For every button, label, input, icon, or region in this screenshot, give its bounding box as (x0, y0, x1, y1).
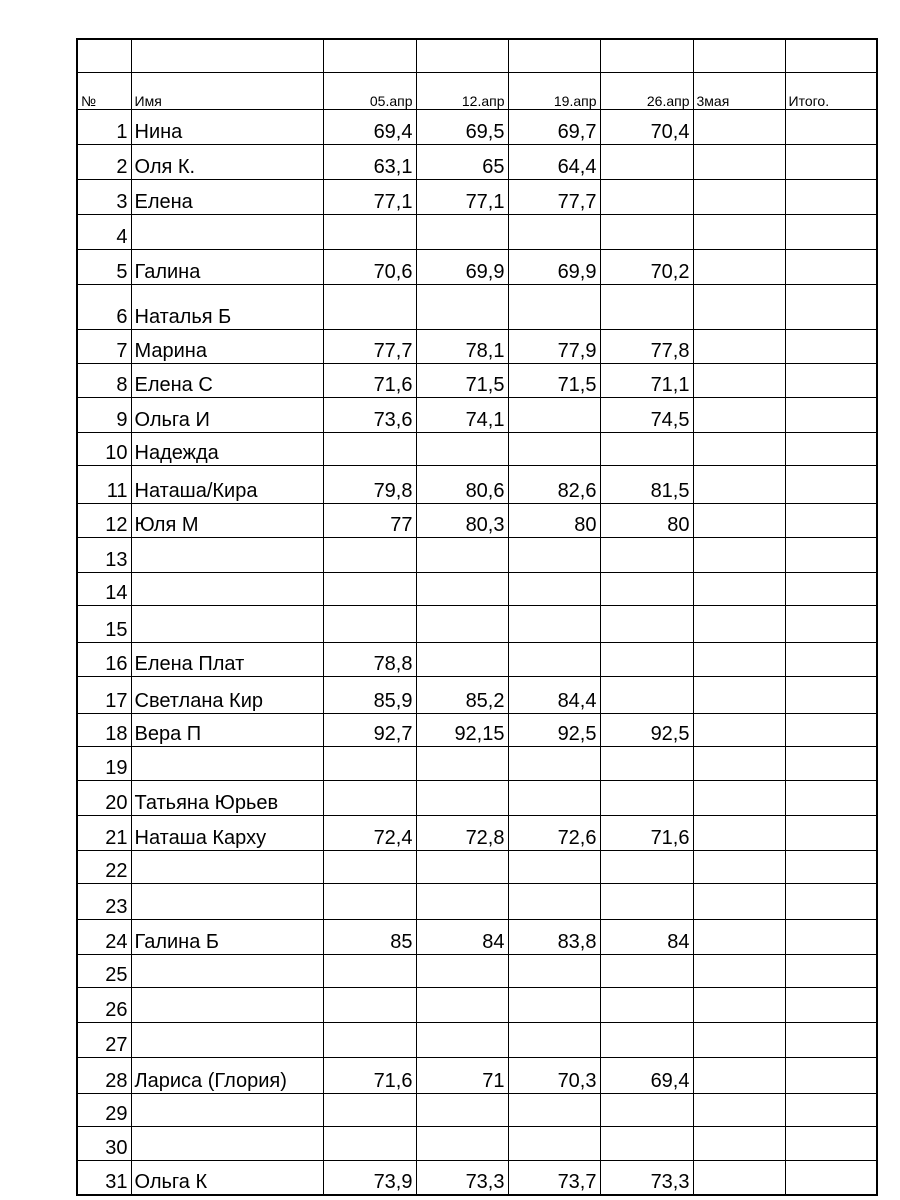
row-number-cell[interactable]: 26 (77, 987, 131, 1022)
row-number-cell[interactable]: 3 (77, 179, 131, 214)
table-row (77, 1057, 877, 1093)
total-cell[interactable] (785, 363, 877, 397)
name-cell[interactable]: Юля М (131, 503, 323, 537)
value-cell-apr-26[interactable]: 80 (600, 503, 693, 537)
row-number-cell[interactable]: 11 (77, 465, 131, 503)
row-number-cell[interactable]: 22 (77, 850, 131, 883)
name-cell[interactable]: Нина (131, 109, 323, 144)
name-cell[interactable] (131, 987, 323, 1022)
table-row (77, 109, 877, 144)
value-cell-apr-26[interactable] (600, 746, 693, 780)
value-cell-may-3[interactable] (693, 780, 785, 815)
value-cell-may-3[interactable] (693, 329, 785, 363)
table-row (77, 883, 877, 919)
total-cell[interactable] (785, 284, 877, 329)
table-row (77, 676, 877, 713)
row-number-cell[interactable]: 13 (77, 537, 131, 572)
total-cell[interactable] (785, 1022, 877, 1057)
value-cell-apr-12[interactable] (416, 572, 508, 605)
total-cell[interactable] (785, 919, 877, 954)
value-cell-apr-12[interactable]: 80,6 (416, 465, 508, 503)
table-row (77, 284, 877, 329)
header-total[interactable]: Итого. (785, 72, 877, 109)
value-cell-may-3[interactable] (693, 284, 785, 329)
value-cell-apr-26[interactable]: 73,3 (600, 1160, 693, 1195)
name-cell[interactable] (131, 954, 323, 987)
value-cell-apr-05[interactable]: 63,1 (323, 144, 416, 179)
value-cell-apr-26[interactable] (600, 1022, 693, 1057)
total-cell[interactable] (785, 249, 877, 284)
value-cell-apr-26[interactable] (600, 1093, 693, 1126)
value-cell-apr-19[interactable]: 73,7 (508, 1160, 600, 1195)
name-cell[interactable] (131, 850, 323, 883)
value-cell-apr-26[interactable] (600, 179, 693, 214)
value-cell-apr-26[interactable] (600, 572, 693, 605)
value-cell-apr-26[interactable]: 81,5 (600, 465, 693, 503)
value-cell-apr-19[interactable]: 71,5 (508, 363, 600, 397)
value-cell-apr-19[interactable]: 80 (508, 503, 600, 537)
name-cell[interactable]: Лариса (Глория) (131, 1057, 323, 1093)
value-cell-apr-05[interactable] (323, 572, 416, 605)
total-cell[interactable] (785, 109, 877, 144)
total-cell[interactable] (785, 883, 877, 919)
header-name[interactable]: Имя (131, 72, 323, 109)
value-cell-may-3[interactable] (693, 954, 785, 987)
value-cell-apr-05[interactable]: 78,8 (323, 642, 416, 676)
value-cell-apr-19[interactable]: 70,3 (508, 1057, 600, 1093)
table-body (77, 109, 877, 1195)
value-cell-apr-19[interactable] (508, 214, 600, 249)
weight-tracking-table (76, 38, 878, 1196)
value-cell-apr-19[interactable] (508, 642, 600, 676)
value-cell-apr-19[interactable]: 77,7 (508, 179, 600, 214)
value-cell-apr-26[interactable]: 71,6 (600, 815, 693, 850)
value-cell-apr-05[interactable] (323, 1126, 416, 1160)
value-cell-apr-26[interactable]: 77,8 (600, 329, 693, 363)
total-cell[interactable] (785, 676, 877, 713)
value-cell-apr-12[interactable] (416, 642, 508, 676)
table-row (77, 397, 877, 432)
value-cell-apr-19[interactable] (508, 883, 600, 919)
name-cell[interactable]: Наташа Карху (131, 815, 323, 850)
empty-cell[interactable] (785, 39, 877, 72)
header-may-3[interactable]: 3мая (693, 72, 785, 109)
value-cell-may-3[interactable] (693, 883, 785, 919)
name-cell[interactable]: Марина (131, 329, 323, 363)
value-cell-apr-12[interactable]: 74,1 (416, 397, 508, 432)
name-cell[interactable]: Оля К. (131, 144, 323, 179)
total-cell[interactable] (785, 572, 877, 605)
total-cell[interactable] (785, 144, 877, 179)
table-row (77, 503, 877, 537)
total-cell[interactable] (785, 503, 877, 537)
value-cell-may-3[interactable] (693, 1057, 785, 1093)
value-cell-apr-12[interactable]: 71,5 (416, 363, 508, 397)
value-cell-apr-05[interactable]: 85 (323, 919, 416, 954)
name-cell[interactable]: Елена Плат (131, 642, 323, 676)
value-cell-apr-26[interactable]: 69,4 (600, 1057, 693, 1093)
value-cell-apr-12[interactable] (416, 537, 508, 572)
value-cell-apr-12[interactable] (416, 954, 508, 987)
value-cell-apr-19[interactable] (508, 1022, 600, 1057)
value-cell-apr-05[interactable]: 73,6 (323, 397, 416, 432)
table-row (77, 605, 877, 642)
value-cell-apr-12[interactable] (416, 284, 508, 329)
value-cell-may-3[interactable] (693, 815, 785, 850)
total-cell[interactable] (785, 179, 877, 214)
row-number-cell[interactable]: 21 (77, 815, 131, 850)
row-number-cell[interactable]: 28 (77, 1057, 131, 1093)
name-cell[interactable]: Ольга К (131, 1160, 323, 1195)
total-cell[interactable] (785, 850, 877, 883)
name-cell[interactable]: Галина Б (131, 919, 323, 954)
value-cell-apr-19[interactable]: 82,6 (508, 465, 600, 503)
value-cell-apr-05[interactable]: 79,8 (323, 465, 416, 503)
name-cell[interactable]: Светлана Кир (131, 676, 323, 713)
value-cell-apr-26[interactable] (600, 605, 693, 642)
value-cell-may-3[interactable] (693, 363, 785, 397)
value-cell-may-3[interactable] (693, 1022, 785, 1057)
value-cell-apr-19[interactable]: 64,4 (508, 144, 600, 179)
total-cell[interactable] (785, 432, 877, 465)
value-cell-apr-05[interactable]: 70,6 (323, 249, 416, 284)
value-cell-apr-05[interactable] (323, 883, 416, 919)
table-row (77, 572, 877, 605)
value-cell-apr-05[interactable]: 71,6 (323, 363, 416, 397)
value-cell-apr-05[interactable] (323, 214, 416, 249)
value-cell-apr-05[interactable]: 77,7 (323, 329, 416, 363)
value-cell-apr-19[interactable] (508, 605, 600, 642)
total-cell[interactable] (785, 1057, 877, 1093)
row-number-cell[interactable]: 8 (77, 363, 131, 397)
total-cell[interactable] (785, 780, 877, 815)
row-number-cell[interactable]: 7 (77, 329, 131, 363)
value-cell-may-3[interactable] (693, 746, 785, 780)
value-cell-apr-19[interactable] (508, 1126, 600, 1160)
row-number-cell[interactable]: 30 (77, 1126, 131, 1160)
value-cell-may-3[interactable] (693, 537, 785, 572)
value-cell-apr-12[interactable]: 85,2 (416, 676, 508, 713)
value-cell-apr-19[interactable]: 69,7 (508, 109, 600, 144)
value-cell-may-3[interactable] (693, 850, 785, 883)
row-number-cell[interactable]: 2 (77, 144, 131, 179)
value-cell-may-3[interactable] (693, 1093, 785, 1126)
empty-cell[interactable] (77, 39, 131, 72)
value-cell-may-3[interactable] (693, 432, 785, 465)
value-cell-apr-26[interactable] (600, 780, 693, 815)
value-cell-apr-05[interactable] (323, 1093, 416, 1126)
value-cell-apr-05[interactable]: 71,6 (323, 1057, 416, 1093)
name-cell[interactable] (131, 572, 323, 605)
row-number-cell[interactable]: 4 (77, 214, 131, 249)
row-number-cell[interactable]: 23 (77, 883, 131, 919)
row-number-cell[interactable]: 17 (77, 676, 131, 713)
name-cell[interactable]: Наташа/Кира (131, 465, 323, 503)
row-number-cell[interactable]: 10 (77, 432, 131, 465)
value-cell-apr-12[interactable] (416, 432, 508, 465)
total-cell[interactable] (785, 1126, 877, 1160)
value-cell-apr-26[interactable] (600, 850, 693, 883)
value-cell-apr-12[interactable] (416, 746, 508, 780)
value-cell-apr-12[interactable]: 65 (416, 144, 508, 179)
value-cell-apr-19[interactable] (508, 954, 600, 987)
value-cell-apr-12[interactable] (416, 214, 508, 249)
name-cell[interactable]: Ольга И (131, 397, 323, 432)
value-cell-may-3[interactable] (693, 503, 785, 537)
row-number-cell[interactable]: 25 (77, 954, 131, 987)
empty-cell[interactable] (323, 39, 416, 72)
value-cell-apr-05[interactable]: 69,4 (323, 109, 416, 144)
table-row (77, 780, 877, 815)
row-number-cell[interactable]: 31 (77, 1160, 131, 1195)
value-cell-apr-12[interactable]: 69,9 (416, 249, 508, 284)
total-cell[interactable] (785, 815, 877, 850)
value-cell-may-3[interactable] (693, 214, 785, 249)
value-cell-may-3[interactable] (693, 676, 785, 713)
value-cell-apr-05[interactable] (323, 850, 416, 883)
table-row (77, 642, 877, 676)
value-cell-apr-05[interactable] (323, 432, 416, 465)
value-cell-apr-19[interactable] (508, 537, 600, 572)
value-cell-apr-05[interactable] (323, 987, 416, 1022)
value-cell-may-3[interactable] (693, 465, 785, 503)
value-cell-apr-05[interactable] (323, 746, 416, 780)
row-number-cell[interactable]: 6 (77, 284, 131, 329)
row-number-cell[interactable]: 12 (77, 503, 131, 537)
value-cell-may-3[interactable] (693, 144, 785, 179)
table-row (77, 954, 877, 987)
name-cell[interactable]: Наталья Б (131, 284, 323, 329)
table-row (77, 329, 877, 363)
header-number[interactable]: № (77, 72, 131, 109)
name-cell[interactable] (131, 883, 323, 919)
empty-cell[interactable] (508, 39, 600, 72)
value-cell-apr-12[interactable] (416, 1022, 508, 1057)
total-cell[interactable] (785, 397, 877, 432)
header-date-1[interactable]: 05.апр (323, 72, 416, 109)
total-cell[interactable] (785, 537, 877, 572)
value-cell-apr-26[interactable] (600, 676, 693, 713)
value-cell-apr-26[interactable]: 71,1 (600, 363, 693, 397)
value-cell-apr-12[interactable]: 80,3 (416, 503, 508, 537)
total-cell[interactable] (785, 746, 877, 780)
table-row (77, 537, 877, 572)
value-cell-may-3[interactable] (693, 1160, 785, 1195)
value-cell-apr-05[interactable] (323, 780, 416, 815)
table-row (77, 249, 877, 284)
value-cell-apr-26[interactable] (600, 954, 693, 987)
value-cell-may-3[interactable] (693, 572, 785, 605)
value-cell-apr-12[interactable]: 73,3 (416, 1160, 508, 1195)
header-date-4[interactable]: 26.апр (600, 72, 693, 109)
value-cell-apr-19[interactable]: 84,4 (508, 676, 600, 713)
value-cell-apr-05[interactable] (323, 284, 416, 329)
value-cell-may-3[interactable] (693, 397, 785, 432)
name-cell[interactable]: Вера П (131, 713, 323, 746)
table-row (77, 465, 877, 503)
value-cell-apr-12[interactable] (416, 780, 508, 815)
value-cell-apr-19[interactable]: 92,5 (508, 713, 600, 746)
total-cell[interactable] (785, 214, 877, 249)
value-cell-apr-12[interactable] (416, 1126, 508, 1160)
value-cell-apr-12[interactable]: 69,5 (416, 109, 508, 144)
value-cell-may-3[interactable] (693, 605, 785, 642)
value-cell-apr-12[interactable]: 77,1 (416, 179, 508, 214)
header-date-3[interactable]: 19.апр (508, 72, 600, 109)
name-cell[interactable] (131, 1126, 323, 1160)
name-cell[interactable] (131, 537, 323, 572)
row-number-cell[interactable]: 19 (77, 746, 131, 780)
row-number-cell[interactable]: 14 (77, 572, 131, 605)
value-cell-apr-19[interactable] (508, 397, 600, 432)
value-cell-apr-26[interactable]: 84 (600, 919, 693, 954)
table-row (77, 1093, 877, 1126)
total-cell[interactable] (785, 605, 877, 642)
row-number-cell[interactable]: 16 (77, 642, 131, 676)
value-cell-apr-19[interactable] (508, 572, 600, 605)
value-cell-apr-19[interactable] (508, 850, 600, 883)
empty-cell[interactable] (416, 39, 508, 72)
name-cell[interactable]: Елена (131, 179, 323, 214)
total-cell[interactable] (785, 1093, 877, 1126)
value-cell-apr-05[interactable] (323, 605, 416, 642)
table-row (77, 919, 877, 954)
row-number-cell[interactable]: 9 (77, 397, 131, 432)
empty-cell[interactable] (693, 39, 785, 72)
empty-cell[interactable] (131, 39, 323, 72)
blank-top-row (77, 39, 877, 72)
total-cell[interactable] (785, 954, 877, 987)
value-cell-apr-26[interactable] (600, 432, 693, 465)
value-cell-apr-19[interactable] (508, 780, 600, 815)
value-cell-apr-19[interactable]: 77,9 (508, 329, 600, 363)
value-cell-may-3[interactable] (693, 919, 785, 954)
total-cell[interactable] (785, 329, 877, 363)
table-row (77, 713, 877, 746)
header-row (77, 72, 877, 109)
name-cell[interactable] (131, 1022, 323, 1057)
value-cell-apr-26[interactable]: 70,4 (600, 109, 693, 144)
value-cell-apr-05[interactable] (323, 954, 416, 987)
value-cell-apr-26[interactable] (600, 214, 693, 249)
table-row (77, 987, 877, 1022)
value-cell-apr-05[interactable]: 72,4 (323, 815, 416, 850)
value-cell-apr-26[interactable]: 70,2 (600, 249, 693, 284)
value-cell-apr-12[interactable]: 92,15 (416, 713, 508, 746)
value-cell-apr-26[interactable] (600, 883, 693, 919)
value-cell-apr-26[interactable] (600, 1126, 693, 1160)
value-cell-apr-19[interactable] (508, 1093, 600, 1126)
value-cell-apr-12[interactable]: 78,1 (416, 329, 508, 363)
value-cell-apr-05[interactable]: 85,9 (323, 676, 416, 713)
value-cell-may-3[interactable] (693, 109, 785, 144)
value-cell-may-3[interactable] (693, 713, 785, 746)
header-date-2[interactable]: 12.апр (416, 72, 508, 109)
name-cell[interactable] (131, 1093, 323, 1126)
total-cell[interactable] (785, 642, 877, 676)
value-cell-apr-19[interactable] (508, 432, 600, 465)
value-cell-apr-26[interactable] (600, 537, 693, 572)
value-cell-apr-26[interactable] (600, 284, 693, 329)
row-number-cell[interactable]: 15 (77, 605, 131, 642)
value-cell-apr-12[interactable] (416, 605, 508, 642)
table-row (77, 1160, 877, 1195)
value-cell-may-3[interactable] (693, 179, 785, 214)
row-number-cell[interactable]: 18 (77, 713, 131, 746)
table-row (77, 432, 877, 465)
name-cell[interactable] (131, 214, 323, 249)
value-cell-may-3[interactable] (693, 1126, 785, 1160)
table-row (77, 179, 877, 214)
total-cell[interactable] (785, 465, 877, 503)
name-cell[interactable]: Надежда (131, 432, 323, 465)
value-cell-apr-26[interactable]: 74,5 (600, 397, 693, 432)
name-cell[interactable]: Галина (131, 249, 323, 284)
value-cell-apr-12[interactable] (416, 987, 508, 1022)
value-cell-apr-12[interactable] (416, 850, 508, 883)
value-cell-apr-05[interactable]: 77 (323, 503, 416, 537)
value-cell-apr-05[interactable]: 77,1 (323, 179, 416, 214)
total-cell[interactable] (785, 1160, 877, 1195)
value-cell-apr-19[interactable] (508, 746, 600, 780)
value-cell-may-3[interactable] (693, 249, 785, 284)
value-cell-apr-19[interactable] (508, 284, 600, 329)
name-cell[interactable] (131, 605, 323, 642)
row-number-cell[interactable]: 24 (77, 919, 131, 954)
value-cell-apr-12[interactable] (416, 883, 508, 919)
value-cell-may-3[interactable] (693, 987, 785, 1022)
table-row (77, 214, 877, 249)
table-row (77, 815, 877, 850)
total-cell[interactable] (785, 713, 877, 746)
value-cell-apr-19[interactable] (508, 987, 600, 1022)
value-cell-apr-19[interactable]: 69,9 (508, 249, 600, 284)
value-cell-apr-26[interactable]: 92,5 (600, 713, 693, 746)
row-number-cell[interactable]: 1 (77, 109, 131, 144)
value-cell-apr-05[interactable] (323, 1022, 416, 1057)
value-cell-apr-12[interactable]: 84 (416, 919, 508, 954)
table-row (77, 144, 877, 179)
value-cell-apr-05[interactable]: 92,7 (323, 713, 416, 746)
table-row (77, 746, 877, 780)
table-row (77, 1022, 877, 1057)
value-cell-apr-19[interactable]: 72,6 (508, 815, 600, 850)
value-cell-apr-05[interactable]: 73,9 (323, 1160, 416, 1195)
row-number-cell[interactable]: 29 (77, 1093, 131, 1126)
name-cell[interactable]: Елена С (131, 363, 323, 397)
value-cell-apr-12[interactable] (416, 1093, 508, 1126)
row-number-cell[interactable]: 20 (77, 780, 131, 815)
row-number-cell[interactable]: 27 (77, 1022, 131, 1057)
value-cell-apr-12[interactable]: 72,8 (416, 815, 508, 850)
value-cell-apr-26[interactable] (600, 987, 693, 1022)
row-number-cell[interactable]: 5 (77, 249, 131, 284)
total-cell[interactable] (785, 987, 877, 1022)
name-cell[interactable] (131, 746, 323, 780)
table-row (77, 1126, 877, 1160)
value-cell-apr-19[interactable]: 83,8 (508, 919, 600, 954)
table-row (77, 850, 877, 883)
table-row (77, 363, 877, 397)
value-cell-may-3[interactable] (693, 642, 785, 676)
value-cell-apr-05[interactable] (323, 537, 416, 572)
value-cell-apr-26[interactable] (600, 642, 693, 676)
value-cell-apr-12[interactable]: 71 (416, 1057, 508, 1093)
name-cell[interactable]: Татьяна Юрьев (131, 780, 323, 815)
value-cell-apr-26[interactable] (600, 144, 693, 179)
empty-cell[interactable] (600, 39, 693, 72)
